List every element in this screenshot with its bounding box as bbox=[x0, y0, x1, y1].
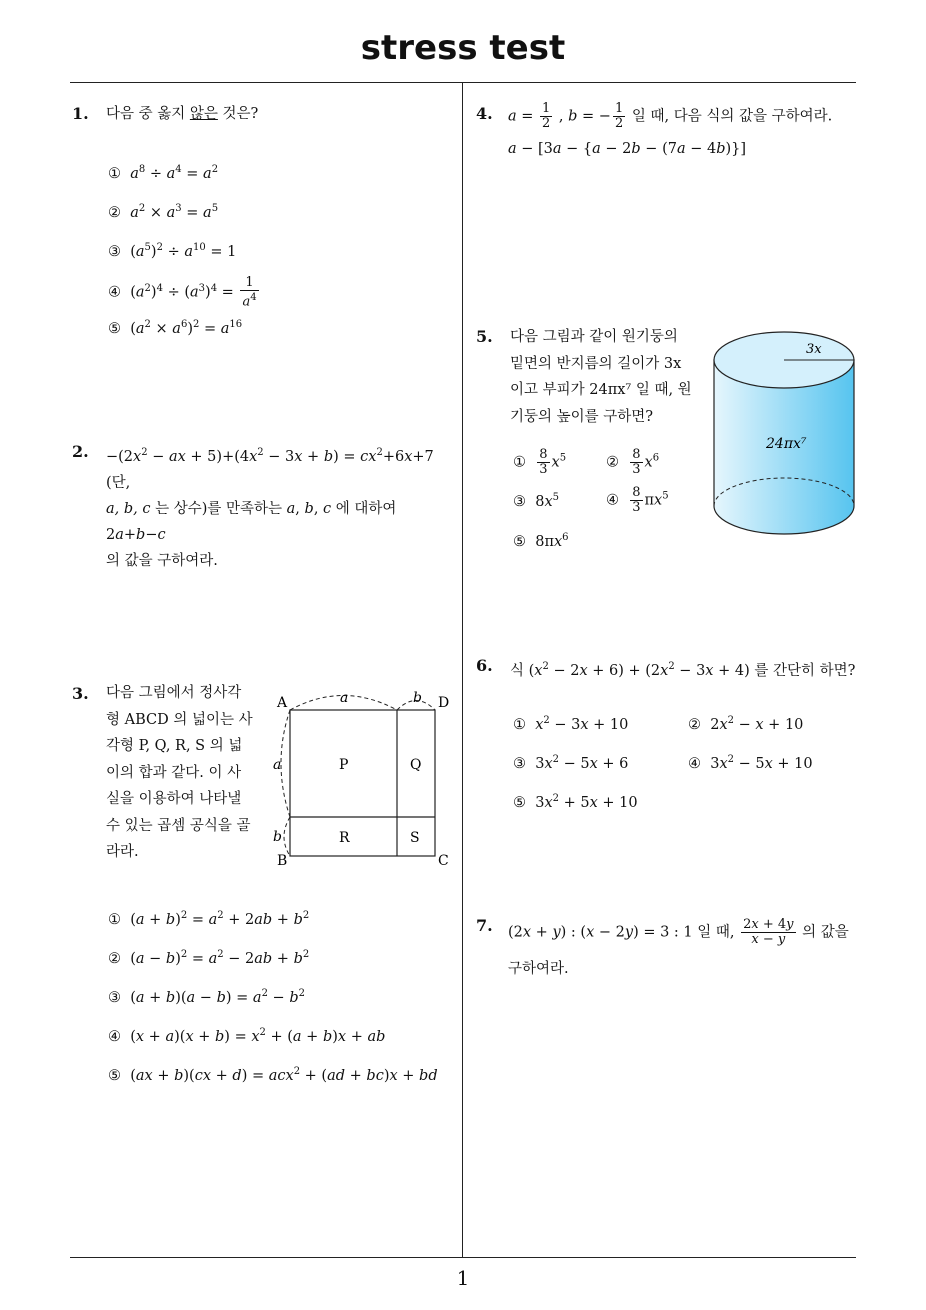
q5-number: 5. bbox=[476, 327, 493, 346]
label-top-b: b bbox=[413, 690, 422, 706]
q1-option-5[interactable]: ⑤ $(a^2 \times a^6)^2 = a^{16}$ bbox=[108, 319, 243, 337]
q4-expression: a − [3a − {a − 2b − (7a − 4b)}] bbox=[508, 141, 747, 157]
q5-option-1[interactable]: ① $\frac{8}{3}$ $x^5$ bbox=[513, 447, 567, 477]
page-title: stress test bbox=[360, 28, 566, 68]
q3-stem: 다음 그림에서 정사각 형 ABCD 의 넓이는 사 각형 P, Q, R, S 의 넓 이의 합과 같다. 이 사 실을 이용하여 나타낼 수 있는 곱셈 공식을 골 라라. bbox=[106, 685, 253, 860]
q6-option-4[interactable]: ④ $3x^2 - 5x + 10$ bbox=[688, 754, 813, 772]
q6-option-1[interactable]: ① $x^2 - 3x + 10$ bbox=[513, 715, 629, 733]
label-left-b: b bbox=[273, 829, 282, 845]
q6-stem: 식 $(x^2 - 2x + 6) + (2x^2 - 3x + 4)$ 를 간단히 하면? bbox=[510, 661, 856, 679]
label-B: B bbox=[277, 853, 288, 869]
q1-option-4[interactable]: ④ $(a^2)^4 \div (a^3)^4$ = $\frac{1}{a^4}$ bbox=[108, 275, 257, 310]
q3-option-2[interactable]: ② $(a - b)^2 = a^2 - 2ab + b^2$ bbox=[108, 949, 310, 967]
footer-rule bbox=[70, 1257, 856, 1258]
q1-option-3[interactable]: ③ $(a^5)^2 \div a^{10} = 1$ bbox=[108, 242, 237, 260]
q5-option-3[interactable]: ③ $8x^5$ bbox=[513, 492, 560, 510]
region-R: R bbox=[339, 830, 350, 846]
q3-number: 3. bbox=[72, 684, 89, 703]
q5-option-2[interactable]: ② $\frac{8}{3}$ $x^6$ bbox=[606, 447, 660, 477]
q2-stem: $-(2x^2$ − ax + $5)+(4x^2 - 3x + b) = cx^2+6x+7$ (단, a, b, c 는 상수)를 만족하는 a, b, c 에 대하여 2a+b−c 의 값을 구하여라. bbox=[106, 447, 434, 569]
volume-label: 24πx⁷ bbox=[766, 436, 807, 452]
q1-option-1[interactable]: ① $a^8 \div a^4 = a^2$ bbox=[108, 164, 219, 182]
q2-number: 2. bbox=[72, 442, 89, 461]
q7-stem: (2x + y) : (x − 2y) = 3 : 1 일 때, $\frac{2x + 4y}{x - y}$ 의 값을 bbox=[508, 917, 849, 947]
label-D: D bbox=[438, 695, 450, 711]
q5-option-4[interactable]: ④ $\frac{8}{3}$ $\pi x^5$ bbox=[606, 485, 669, 515]
q1-number: 1. bbox=[72, 104, 89, 123]
q3-option-4[interactable]: ④ $(x + a)(x + b) = x^2 + (a + b)x$ + ab bbox=[108, 1027, 386, 1045]
q7-number: 7. bbox=[476, 916, 493, 935]
column-divider bbox=[462, 83, 463, 1258]
header-rule bbox=[70, 82, 856, 83]
q1-option-2[interactable]: ② $a^2 \times a^3 = a^5$ bbox=[108, 203, 219, 221]
q6-option-3[interactable]: ③ $3x^2 - 5x + 6$ bbox=[513, 754, 629, 772]
square-figure bbox=[268, 685, 458, 870]
q6-option-2[interactable]: ② $2x^2 - x + 10$ bbox=[688, 715, 804, 733]
label-top-a: a bbox=[340, 690, 349, 706]
label-A: A bbox=[277, 695, 288, 711]
label-left-a: a bbox=[273, 757, 282, 773]
region-S: S bbox=[410, 830, 420, 846]
q5-stem: 다음 그림과 같이 원기둥의 밑면의 반지름의 길이가 3x 이고 부피가 24πx⁷ 일 때, 원 기둥의 높이를 구하면? bbox=[510, 329, 692, 425]
page-number: 1 bbox=[456, 1266, 470, 1290]
q6-number: 6. bbox=[476, 656, 493, 675]
q5-option-5[interactable]: ⑤ $8\pi x^6$ bbox=[513, 532, 569, 550]
q3-option-5[interactable]: ⑤ (ax + b)(cx + d) = acx$^2$ + (ad + bc)x + bd bbox=[108, 1066, 438, 1084]
region-Q: Q bbox=[410, 757, 422, 773]
cylinder-figure bbox=[708, 328, 860, 540]
q3-option-1[interactable]: ① $(a + b)^2 = a^2 + 2ab + b^2$ bbox=[108, 910, 310, 928]
q4-number: 4. bbox=[476, 104, 493, 123]
label-C: C bbox=[438, 853, 449, 869]
q3-option-3[interactable]: ③ $(a + b)(a - b) = a^2 - b^2$ bbox=[108, 988, 305, 1006]
q4-stem: a = $\frac{1}{2}$ , b = − $\frac{1}{2}$ 일 때, 다음 식의 값을 구하여라. bbox=[508, 101, 833, 131]
region-P: P bbox=[339, 757, 349, 773]
q7-stem-line2: 구하여라. bbox=[508, 961, 569, 977]
q6-option-5[interactable]: ⑤ $3x^2 + 5x + 10$ bbox=[513, 793, 638, 811]
q1-stem: 다음 중 옳지 않은 것은? bbox=[106, 106, 259, 122]
radius-label: 3x bbox=[806, 342, 822, 357]
